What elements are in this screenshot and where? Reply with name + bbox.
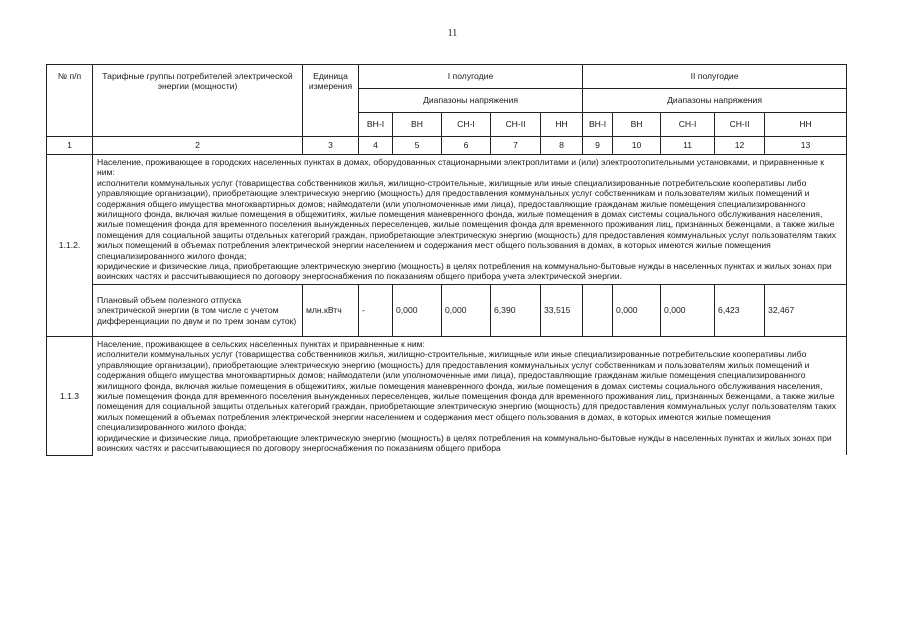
level-header: СН-II: [491, 113, 541, 137]
table-row: [47, 155, 847, 285]
col-number: 13: [765, 137, 847, 155]
col-number: 6: [442, 137, 491, 155]
table-row: [47, 284, 847, 336]
col-num-header: № п/п: [47, 65, 93, 137]
col-number: 5: [393, 137, 442, 155]
row-description: [93, 155, 847, 285]
level-header: ВН-I: [359, 113, 393, 137]
col-number: 11: [661, 137, 715, 155]
level-header: ВН: [393, 113, 442, 137]
col-number: 8: [541, 137, 583, 155]
col-number: 10: [613, 137, 661, 155]
half2-header: II полугодие: [583, 65, 847, 89]
col-number: 1: [47, 137, 93, 155]
value-cell: 6,390: [491, 284, 541, 336]
value-cell: 0,000: [393, 284, 442, 336]
description-paragraph: юридические и физические лица, приобретающие электрическую энергию (мощность) в целях потребления на коммунально-бытовые нужды в населенных пунктах и жилых зонах при воинских частях и рассчитывающиеся по договору энергоснабжения по показаниям общего прибора: [97, 432, 832, 453]
row-number: 1.1.3: [47, 336, 93, 455]
value-cell: 32,467: [765, 284, 847, 336]
level-header: СН-II: [715, 113, 765, 137]
col-number: 9: [583, 137, 613, 155]
description-paragraph: исполнители коммунальных услуг (товарищества собственников жилья, жилищно-строительные, жилищные или иные специализированные потребительские кооперативы либо управляющие организации), приобретающие электрическую энергию (мощность) для предоставления коммунальных услуг собственникам и пользователям жилых помещений и содержания общего имущества многоквартирных домов; наймодатели (или уполномоченные ими лица), предоставляющие гражданам жилые помещения специализированного жилищного фонда, включая жилые помещения в общежитиях, жилые помещения маневренного фонда, жилые помещения в домах системы социального обслуживания населения, жилые помещения фонда для временного поселения вынужденных переселенцев, жилые помещения фонда для временного проживания лиц, признанных беженцами, а также жилые помещения для социальной защиты отдельных категорий граждан, приобретающие электрическую энергию (мощность) для предоставления коммунальных услуг пользователям таких жилых помещений в объемах потребления электрической энергии населением и содержания мест общего пользования в домах, в которых имеются жилые помещения специализированного жилого фонда;: [97, 177, 837, 261]
ranges-header-2: Диапазоны напряжения: [583, 89, 847, 113]
page-number: 11: [447, 28, 458, 39]
col-number: 12: [715, 137, 765, 155]
col-groups-header: Тарифные группы потребителей электрической энергии (мощности): [93, 65, 303, 137]
col-unit-header: Единица измерения: [303, 65, 359, 137]
ranges-header-1: Диапазоны напряжения: [359, 89, 583, 113]
level-header: НН: [541, 113, 583, 137]
col-number: 4: [359, 137, 393, 155]
half1-header: I полугодие: [359, 65, 583, 89]
level-header: СН-I: [442, 113, 491, 137]
description-paragraph: исполнители коммунальных услуг (товарищества собственников жилья, жилищно-строительные, жилищные или иные специализированные потребительские кооперативы либо управляющие организации), приобретающие электрическую энергию (мощность) для предоставления коммунальных услуг собственникам и пользователям жилых помещений и содержания общего имущества многоквартирных домов; наймодатели (или уполномоченные ими лица), предоставляющие гражданам жилые помещения специализированного жилищного фонда, включая жилые помещения в общежитиях, жилые помещения маневренного фонда, жилые помещения в домах системы социального обслуживания населения, жилые помещения фонда для временного поселения вынужденных переселенцев, жилые помещения фонда для временного проживания лиц, признанных беженцами, а также жилые помещения для социальной защиты отдельных категорий граждан, приобретающие электрическую энергию (мощность) для предоставления коммунальных услуг пользователям таких жилых помещений в объемах потребления электрической энергии населением и содержания мест общего пользования в домах, в которых имеются жилые помещения специализированного жилого фонда;: [97, 349, 837, 433]
column-number-row: [47, 137, 847, 155]
col-number: 7: [491, 137, 541, 155]
value-cell: 0,000: [442, 284, 491, 336]
level-header: ВН: [613, 113, 661, 137]
value-cell: 0,000: [613, 284, 661, 336]
header-row-1: [47, 65, 847, 89]
value-cell: 6,423: [715, 284, 765, 336]
volume-label: Плановый объем полезного отпуска электрической энергии (в том числе с учетом дифференциации по двум и по трем зонам суток): [93, 284, 303, 336]
value-cell: 0,000: [661, 284, 715, 336]
table-row: [47, 336, 847, 455]
unit-cell: млн.кВтч: [303, 284, 359, 336]
value-cell: [583, 284, 613, 336]
level-header: НН: [765, 113, 847, 137]
description-paragraph: Население, проживающее в сельских населенных пунктах и приравненные к ним:: [97, 338, 425, 349]
row-number: 1.1.2.: [47, 155, 93, 337]
value-cell: -: [359, 284, 393, 336]
description-paragraph: юридические и физические лица, приобретающие электрическую энергию (мощность) в целях потребления на коммунально-бытовые нужды в населенных пунктах и жилых зонах при воинских частях и рассчитывающиеся по договору энергоснабжения по показаниям общего прибора учета электрической энергии.: [97, 261, 832, 282]
description-paragraph: Население, проживающее в городских населенных пунктах в домах, оборудованных стационарными электроплитами и (или) электроотопительными установками, и приравненные к ним:: [97, 157, 825, 178]
col-number: 2: [93, 137, 303, 155]
row-description: [93, 336, 847, 455]
level-header: ВН-I: [583, 113, 613, 137]
value-cell: 33,515: [541, 284, 583, 336]
tariff-table: [46, 64, 847, 456]
level-header: СН-I: [661, 113, 715, 137]
col-number: 3: [303, 137, 359, 155]
